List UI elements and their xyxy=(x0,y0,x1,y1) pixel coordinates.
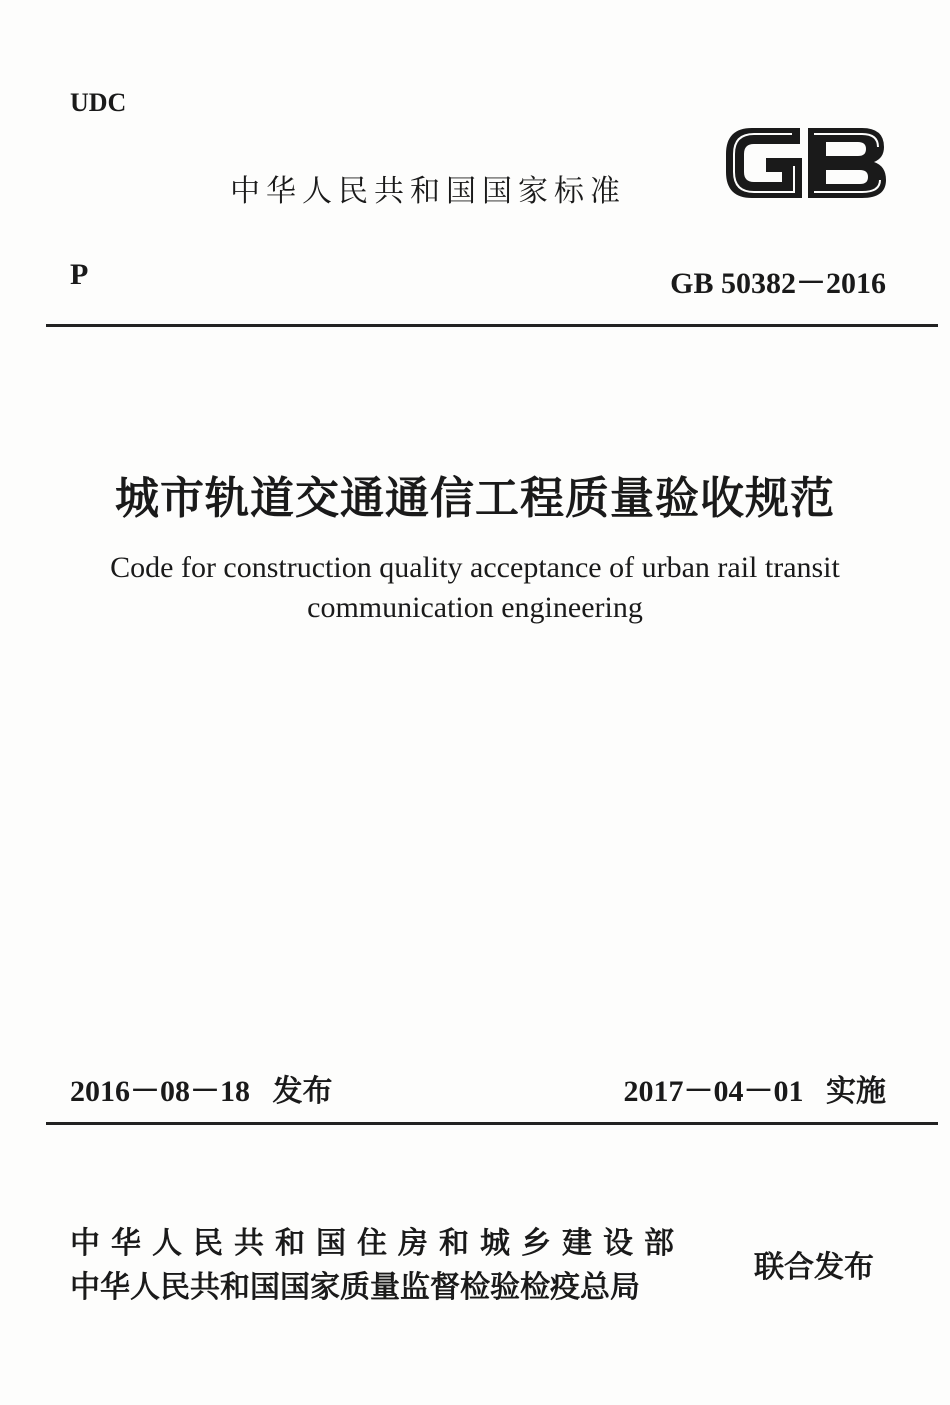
top-divider xyxy=(46,324,938,327)
issuer-quality-administration: 中华人民共和国国家质量监督检验检疫总局 xyxy=(70,1270,640,1305)
issue-date: 2016－08－18 xyxy=(70,1075,250,1108)
issue-date-line xyxy=(70,1066,333,1110)
issuer-ministry-housing: 中华人民共和国住房和城乡建设部 xyxy=(70,1226,685,1261)
bottom-divider xyxy=(46,1122,938,1125)
issue-word: 发布 xyxy=(272,1074,333,1109)
implementation-date-line xyxy=(624,1066,887,1110)
udc-label: UDC xyxy=(70,88,127,117)
classification-code: P xyxy=(70,258,89,291)
implementation-word: 实施 xyxy=(826,1074,886,1109)
standard-number: GB 50382－2016 xyxy=(670,267,886,300)
implementation-date: 2017－04－01 xyxy=(623,1075,804,1108)
title-chinese: 城市轨道交通通信工程质量验收规范 xyxy=(115,473,835,524)
gb-logo xyxy=(722,120,888,206)
national-standard-label: 中华人民共和国国家标准 xyxy=(230,174,626,209)
title-english xyxy=(0,548,950,628)
issuing-authorities xyxy=(70,1222,685,1310)
title-english-line2: communication engineering xyxy=(307,591,643,624)
title-english-line1: Code for construction quality acceptance of urban rail transit xyxy=(110,551,840,584)
joint-issue-label: 联合发布 xyxy=(754,1250,874,1285)
